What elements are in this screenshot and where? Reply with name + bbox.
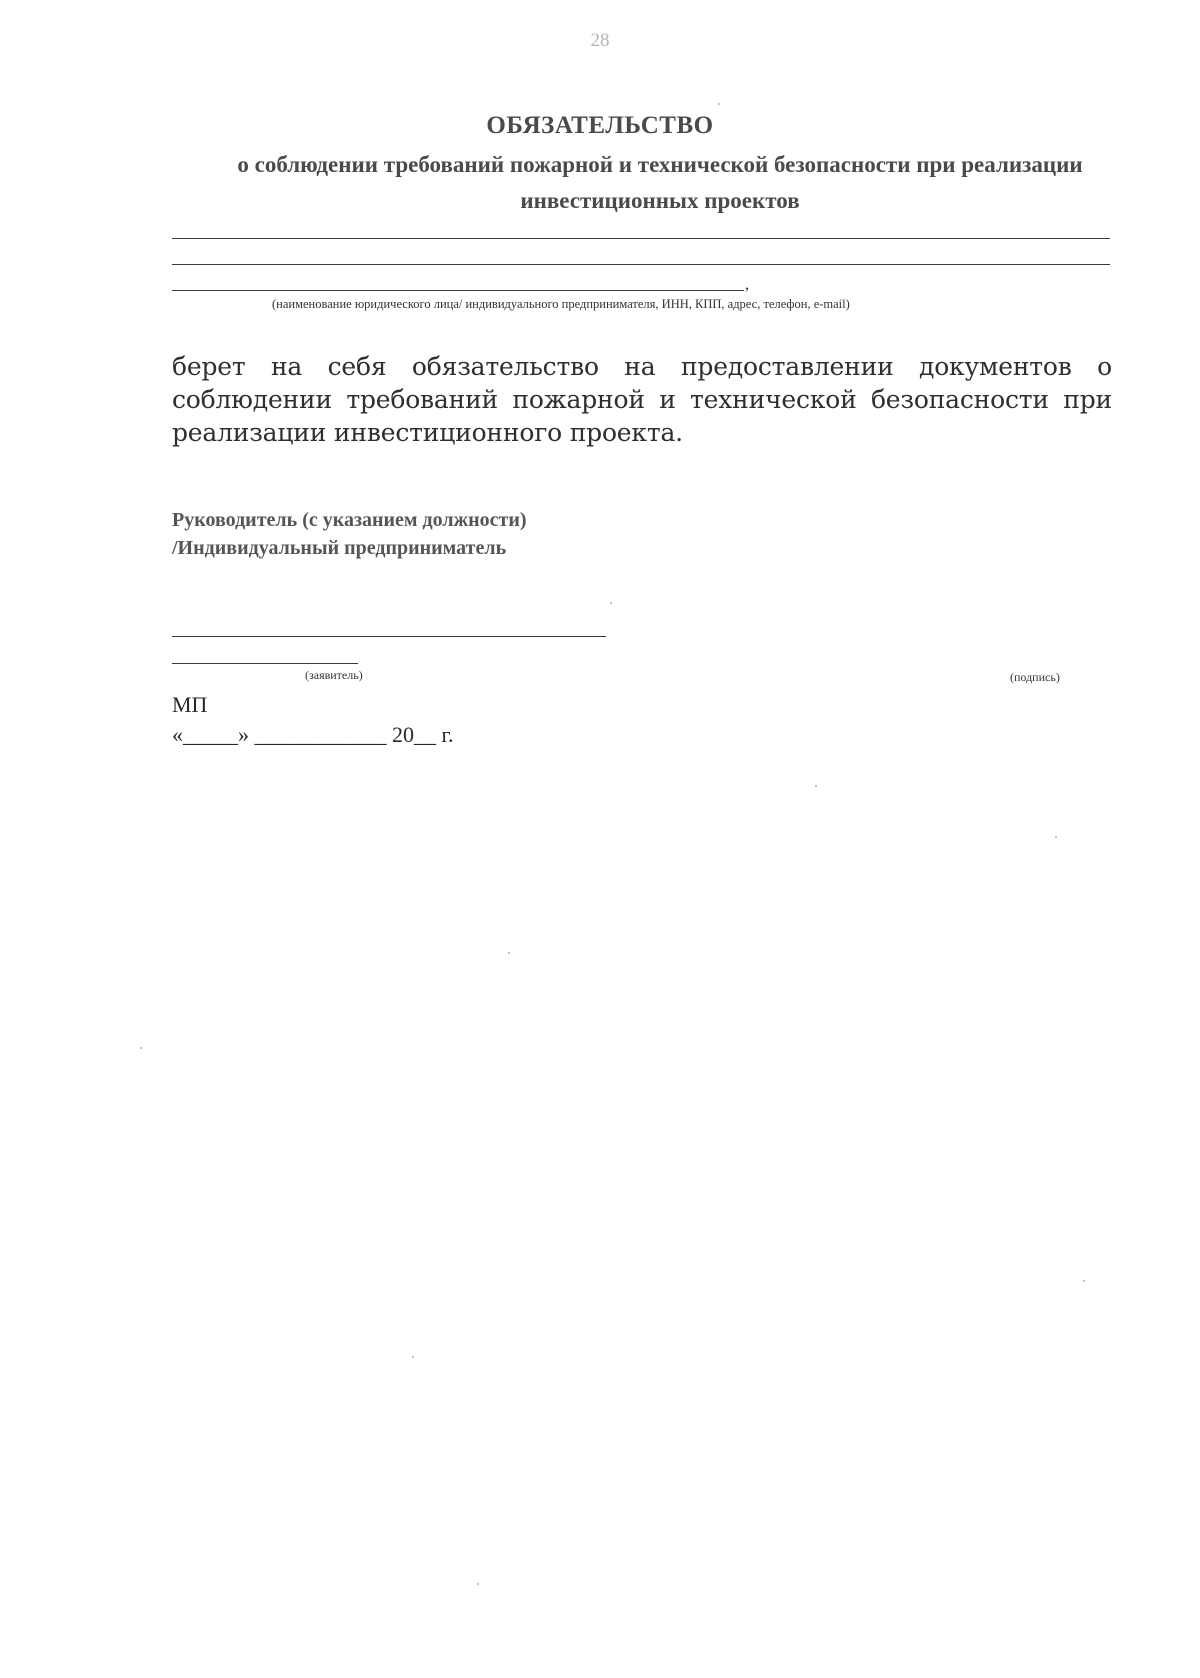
scan-speck xyxy=(1083,1280,1085,1282)
signatory-line-1: Руководитель (с указанием должности) xyxy=(172,509,527,531)
signature-fill-line xyxy=(172,636,606,637)
scan-speck xyxy=(140,1047,142,1049)
signatory-line-2: /Индивидуальный предприниматель xyxy=(172,537,507,559)
scan-speck xyxy=(610,602,612,604)
applicant-fill-caption: (наименование юридического лица/ индивидуального предпринимателя, ИНН, КПП, адрес, телефон, e-mail) xyxy=(272,297,850,311)
stamp-label: МП xyxy=(172,692,208,717)
applicant-fill-line-1 xyxy=(172,238,1110,239)
document-title: ОБЯЗАТЕЛЬСТВО xyxy=(486,112,714,139)
scan-speck xyxy=(508,952,510,954)
page-number: 28 xyxy=(590,30,610,51)
scan-speck xyxy=(718,103,720,105)
scan-speck xyxy=(412,1356,414,1358)
applicant-fill-comma: , xyxy=(745,276,749,293)
applicant-caption: (заявитель) xyxy=(305,668,363,682)
applicant-fill-short-line xyxy=(172,663,358,664)
scan-speck xyxy=(815,785,817,787)
applicant-fill-line-3 xyxy=(172,290,744,291)
scan-speck xyxy=(1055,836,1057,838)
signature-caption: (подпись) xyxy=(1010,670,1060,684)
commitment-text: берет на себя обязательство на предоставлении документов о соблюдении требований пожарной и технической безопасности при реализации инвестиционного проекта. xyxy=(172,352,1112,447)
applicant-fill-line-2 xyxy=(172,264,1110,265)
scan-speck xyxy=(477,1583,479,1585)
document-subtitle: о соблюдении требований пожарной и технической безопасности при реализации инвестиционных проектов xyxy=(237,152,1083,213)
date-line: «_____» ____________ 20__ г. xyxy=(172,722,454,747)
signatory-block xyxy=(172,506,527,562)
